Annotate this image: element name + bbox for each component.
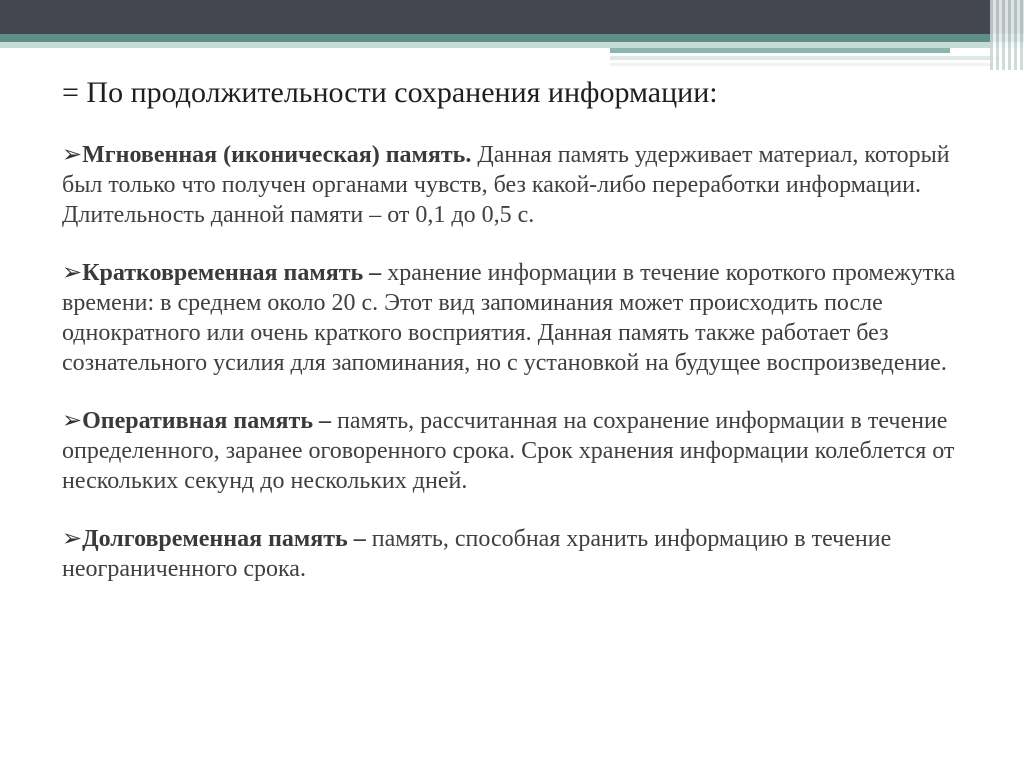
item-text: память, рассчитанная на сохранение информации в течение определенного, заранее оговоренного срока. Срок хранения информации колеблется от нескольких секунд до нескольких дней. (62, 407, 955, 494)
arrow-bullet-icon: ➢ (62, 141, 83, 168)
list-item (62, 524, 962, 584)
banner-decor-bar (610, 63, 1000, 66)
item-term: Кратковременная память – (82, 259, 382, 286)
top-banner (0, 0, 1024, 34)
slide-content (62, 74, 962, 612)
item-text: Данная память удерживает материал, который был только что получен органами чувств, без какой-либо переработки информации. Длительность данной памяти – от 0,1 до 0,5 с. (62, 141, 950, 228)
arrow-bullet-icon: ➢ (62, 407, 83, 434)
arrow-bullet-icon: ➢ (62, 259, 83, 286)
item-term: Мгновенная (иконическая) память. (82, 141, 472, 168)
list-item (62, 140, 962, 230)
arrow-bullet-icon: ➢ (62, 525, 83, 552)
item-term: Долговременная память – (82, 525, 366, 552)
item-term: Оперативная память – (82, 407, 332, 434)
banner-decor-bar (610, 56, 1000, 60)
item-text: хранение информации в течение короткого промежутка времени: в среднем около 20 с. Этот вид запоминания может происходить после однократного или очень краткого восприятия. Данная память также работает без сознательного усилия для запоминания, но с установкой на будущее воспроизведение. (62, 259, 956, 376)
banner-accent-stripe (0, 34, 1024, 42)
list-item (62, 406, 962, 496)
list-item (62, 258, 962, 378)
corner-decor-stripes (990, 0, 1024, 70)
slide-heading: = По продолжительности сохранения информации: (62, 76, 718, 109)
banner-decor-bar (610, 48, 950, 53)
item-text: память, способная хранить информацию в течение неограниченного срока. (62, 525, 892, 582)
